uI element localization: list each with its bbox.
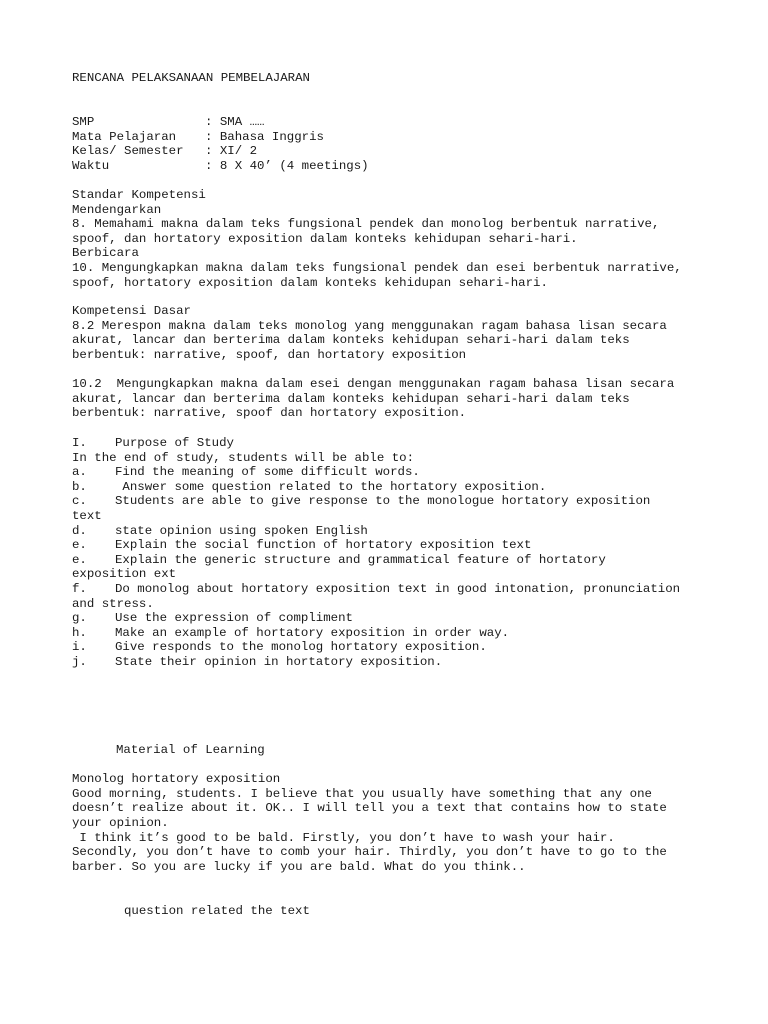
list-continuation: and stress. (72, 596, 154, 611)
paragraph-line: barber. So you are lucky if you are bald. What do you think.. (72, 859, 526, 874)
info-value: : Bahasa Inggris (205, 129, 324, 144)
purpose-section (72, 436, 680, 670)
list-text: state opinion using spoken English (115, 523, 368, 538)
info-row-class (72, 144, 369, 159)
paragraph-line: Good morning, students. I believe that you usually have something that any one (72, 786, 652, 801)
list-text: Explain the social function of hortatory exposition text (115, 538, 532, 553)
list-item (72, 480, 680, 495)
info-block (72, 115, 369, 173)
list-item (72, 611, 680, 626)
list-marker: b. (72, 479, 87, 494)
paragraph-line: spoof, hortatory exposition dalam konteks kehidupan sehari-hari. (72, 275, 548, 290)
list-item (72, 582, 680, 597)
section-heading: Kompetensi Dasar (72, 304, 191, 318)
info-row-time (72, 159, 369, 174)
paragraph-line: your opinion. (72, 815, 169, 830)
paragraph-line: doesn’t realize about it. OK.. I will tell you a text that contains how to state (72, 801, 667, 816)
list-item (72, 640, 680, 655)
paragraph-line: akurat, lancar dan berterima dalam konteks kehidupan sehari-hari dalam teks (72, 391, 630, 406)
list-marker: a. (72, 465, 87, 480)
list-item (72, 553, 680, 568)
paragraph-line: spoof, dan hortatory exposition dalam konteks kehidupan sehari-hari. (72, 231, 578, 246)
info-row-subject (72, 130, 369, 145)
list-text: Find the meaning of some difficult words. (115, 465, 420, 480)
list-text: Students are able to give response to the monologue hortatory exposition (115, 494, 651, 509)
list-text: Use the expression of compliment (115, 611, 353, 626)
skill-label: Berbicara (72, 246, 139, 261)
list-text: Give responds to the monolog hortatory exposition. (115, 640, 487, 655)
section-heading: Standar Kompetensi (72, 188, 206, 202)
question-section (72, 904, 310, 919)
section-heading-row (72, 436, 680, 451)
info-row-school (72, 115, 369, 130)
list-marker: e. (72, 552, 87, 567)
document-title: RENCANA PELAKSANAAN PEMBELAJARAN (72, 71, 310, 85)
paragraph-line: Secondly, you don’t have to comb your hair. Thirdly, you don’t have to go to the (72, 845, 667, 860)
info-value: : XI/ 2 (205, 144, 258, 159)
skill-label: Mendengarkan (72, 202, 162, 217)
section-heading: Material of Learning (116, 743, 265, 757)
section-heading: Purpose of Study (115, 436, 234, 450)
list-item (72, 626, 680, 641)
section-heading: question related the text (124, 904, 310, 918)
paragraph-line: I think it’s good to be bald. Firstly, you don’t have to wash your hair. (72, 830, 615, 845)
list-marker: h. (72, 625, 87, 640)
info-key: Mata Pelajaran (72, 129, 177, 144)
section-marker: I. (72, 436, 87, 450)
list-text: Explain the generic structure and grammatical feature of hortatory (115, 552, 606, 567)
paragraph-line: 10.2 Mengungkapkan makna dalam esei dengan menggunakan ragam bahasa lisan secara (72, 376, 675, 391)
list-continuation: exposition ext (72, 567, 177, 582)
list-marker: g. (72, 611, 87, 626)
list-text: Make an example of hortatory exposition in order way. (115, 625, 510, 640)
info-value: : SMA …… (205, 115, 265, 129)
list-marker: i. (72, 640, 87, 655)
kompetensi-dasar-section (72, 304, 674, 421)
info-key: Waktu (72, 158, 110, 173)
list-marker: e. (72, 538, 87, 553)
info-key: SMP (72, 115, 95, 129)
paragraph-line: berbentuk: narrative, spoof, dan hortatory exposition (72, 347, 467, 362)
list-marker: j. (72, 654, 87, 669)
list-item (72, 655, 680, 670)
list-item (72, 538, 680, 553)
standar-kompetensi-section (72, 188, 682, 290)
subheading: Monolog hortatory exposition (72, 772, 281, 787)
list-marker: d. (72, 523, 87, 538)
list-item (72, 524, 680, 539)
paragraph-line: akurat, lancar dan berterima dalam konteks kehidupan sehari-hari dalam teks (72, 333, 630, 348)
list-text: State their opinion in hortatory exposition. (115, 654, 443, 669)
material-section (72, 743, 667, 874)
list-text: Answer some question related to the hortatory exposition. (115, 479, 547, 494)
list-marker: c. (72, 494, 87, 509)
paragraph-line: 10. Mengungkapkan makna dalam teks fungsional pendek dan esei berbentuk narrative, (72, 260, 682, 275)
purpose-intro: In the end of study, students will be able to: (72, 450, 415, 465)
list-text: Do monolog about hortatory exposition text in good intonation, pronunciation (115, 581, 681, 596)
paragraph-line: 8. Memahami makna dalam teks fungsional pendek dan monolog berbentuk narrative, (72, 217, 660, 232)
list-marker: f. (72, 581, 87, 596)
info-value: : 8 X 40’ (4 meetings) (205, 158, 369, 173)
list-item (72, 465, 680, 480)
list-item (72, 494, 680, 509)
paragraph-line: 8.2 Merespon makna dalam teks monolog yang menggunakan ragam bahasa lisan secara (72, 318, 667, 333)
info-key: Kelas/ Semester (72, 144, 184, 159)
list-continuation: text (72, 508, 102, 523)
paragraph-line: berbentuk: narrative, spoof dan hortatory exposition. (72, 406, 467, 421)
